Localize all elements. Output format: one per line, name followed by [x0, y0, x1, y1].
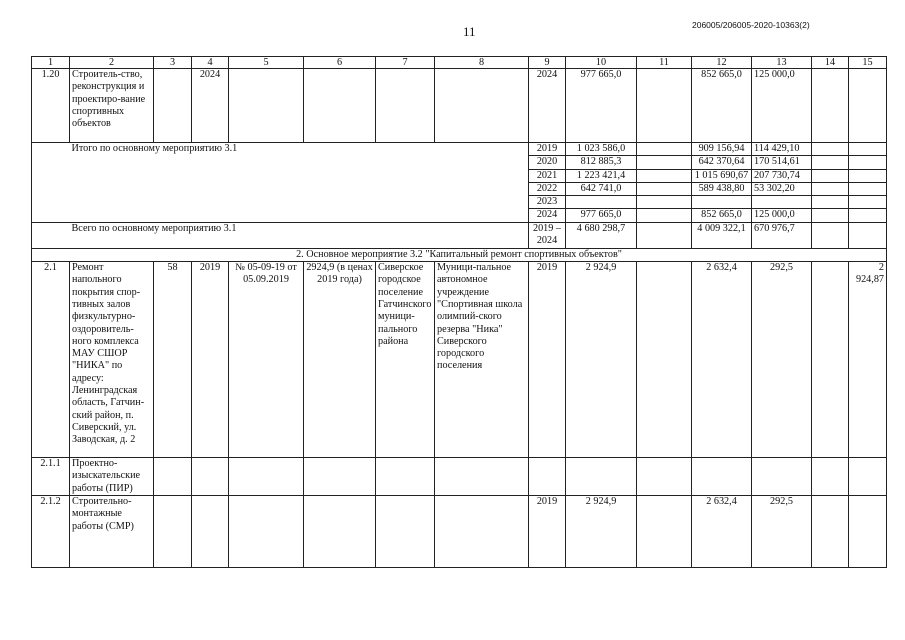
table-row: [32, 262, 887, 458]
header-cell: 3: [154, 57, 192, 69]
year: 2020: [529, 156, 566, 169]
cell-col3: 58: [154, 262, 192, 458]
row-name: Строитель-ство, реконструкция и проектиро-вание спортивных объектов: [70, 69, 154, 143]
year: 2024: [529, 209, 566, 222]
subtotal-label: Итого по основному мероприятию 3.1: [70, 143, 529, 223]
amount-col12: 852 665,0: [692, 209, 752, 222]
amount-col13: 292,5: [752, 262, 812, 458]
header-cell: 1: [32, 57, 70, 69]
total: 2 924,9: [566, 495, 637, 567]
section-title: 2. Основное мероприятие 3.2 "Капитальный ремонт спортивных объектов": [32, 248, 887, 261]
row-number: 2.1.1: [32, 458, 70, 496]
total: 977 665,0: [566, 69, 637, 143]
amount-col13: [752, 196, 812, 209]
total-label: Всего по основному мероприятию 3.1: [70, 222, 529, 248]
total: 812 885,3: [566, 156, 637, 169]
table-row: [32, 143, 887, 156]
amount-col13: 292,5: [752, 495, 812, 567]
cell-col4: 2019: [192, 262, 229, 458]
amount-col13: 114 429,10: [752, 143, 812, 156]
row-number: 2.1: [32, 262, 70, 458]
header-cell: 4: [192, 57, 229, 69]
amount-col13: 125 000,0: [752, 69, 812, 143]
header-cell: 10: [566, 57, 637, 69]
amount-col12: 1 015 690,67: [692, 169, 752, 182]
row-number: 1.20: [32, 69, 70, 143]
total: 4 680 298,7: [566, 222, 637, 248]
header-cell: 7: [376, 57, 435, 69]
table-row: [32, 69, 887, 143]
amount-col12: 852 665,0: [692, 69, 752, 143]
amount-col12: 4 009 322,1: [692, 222, 752, 248]
year: 2024: [529, 69, 566, 143]
table-row: [32, 248, 887, 261]
amount-col13: 125 000,0: [752, 209, 812, 222]
cell-col8: Муници-пальное автономное учреждение "Спортивная школа олимпий-ского резерва "Ника" Сиверского городского поселения: [435, 262, 529, 458]
amount-col15: 2 924,87: [849, 262, 887, 458]
year: 2019: [529, 262, 566, 458]
amount-col12: 909 156,94: [692, 143, 752, 156]
header-cell: 9: [529, 57, 566, 69]
year: 2019: [529, 143, 566, 156]
program-table: [31, 56, 887, 568]
total: 1 223 421,4: [566, 169, 637, 182]
header-cell: 2: [70, 57, 154, 69]
amount-col12: [692, 196, 752, 209]
cell-col6: 2924,9 (в ценах 2019 года): [304, 262, 376, 458]
amount-col12: 589 438,80: [692, 182, 752, 195]
table-row: [32, 458, 887, 496]
amount-col12: 2 632,4: [692, 495, 752, 567]
table-row: [32, 495, 887, 567]
year: 2022: [529, 182, 566, 195]
total: [566, 196, 637, 209]
table-row: [32, 222, 887, 248]
row-name: Проектно-изыскательские работы (ПИР): [70, 458, 154, 496]
header-cell: 12: [692, 57, 752, 69]
total: 977 665,0: [566, 209, 637, 222]
total: 2 924,9: [566, 262, 637, 458]
row-name: Ремонт напольного покрытия спор-тивных залов физкультурно-оздоровитель-ного комплекса МАУ СШОР "НИКА" по адресу: Ленинградская область, Гатчин-ский район, п. Сиверский, ул. Заводская, д. 2: [70, 262, 154, 458]
row-name: Строительно-монтажные работы (СМР): [70, 495, 154, 567]
amount-col12: 642 370,64: [692, 156, 752, 169]
header-cell: 13: [752, 57, 812, 69]
header-cell: 5: [229, 57, 304, 69]
year: 2019: [529, 495, 566, 567]
start-year: 2024: [192, 69, 229, 143]
cell-col5: № 05-09-19 от 05.09.2019: [229, 262, 304, 458]
year-range: 2019 – 2024: [529, 222, 566, 248]
header-cell: 14: [812, 57, 849, 69]
document-id: 206005/206005-2020-10363(2): [692, 20, 810, 30]
amount-col13: 670 976,7: [752, 222, 812, 248]
header-cell: 8: [435, 57, 529, 69]
header-row: [32, 57, 887, 69]
amount-col13: 207 730,74: [752, 169, 812, 182]
year: 2023: [529, 196, 566, 209]
amount-col13: 53 302,20: [752, 182, 812, 195]
amount-col12: 2 632,4: [692, 262, 752, 458]
cell-col7: Сиверское городское поселение Гатчинского муници-пального района: [376, 262, 435, 458]
header-cell: 6: [304, 57, 376, 69]
year: 2021: [529, 169, 566, 182]
header-cell: 15: [849, 57, 887, 69]
total: 642 741,0: [566, 182, 637, 195]
header-cell: 11: [637, 57, 692, 69]
row-number: 2.1.2: [32, 495, 70, 567]
total: 1 023 586,0: [566, 143, 637, 156]
amount-col13: 170 514,61: [752, 156, 812, 169]
page-number: 11: [463, 24, 476, 39]
